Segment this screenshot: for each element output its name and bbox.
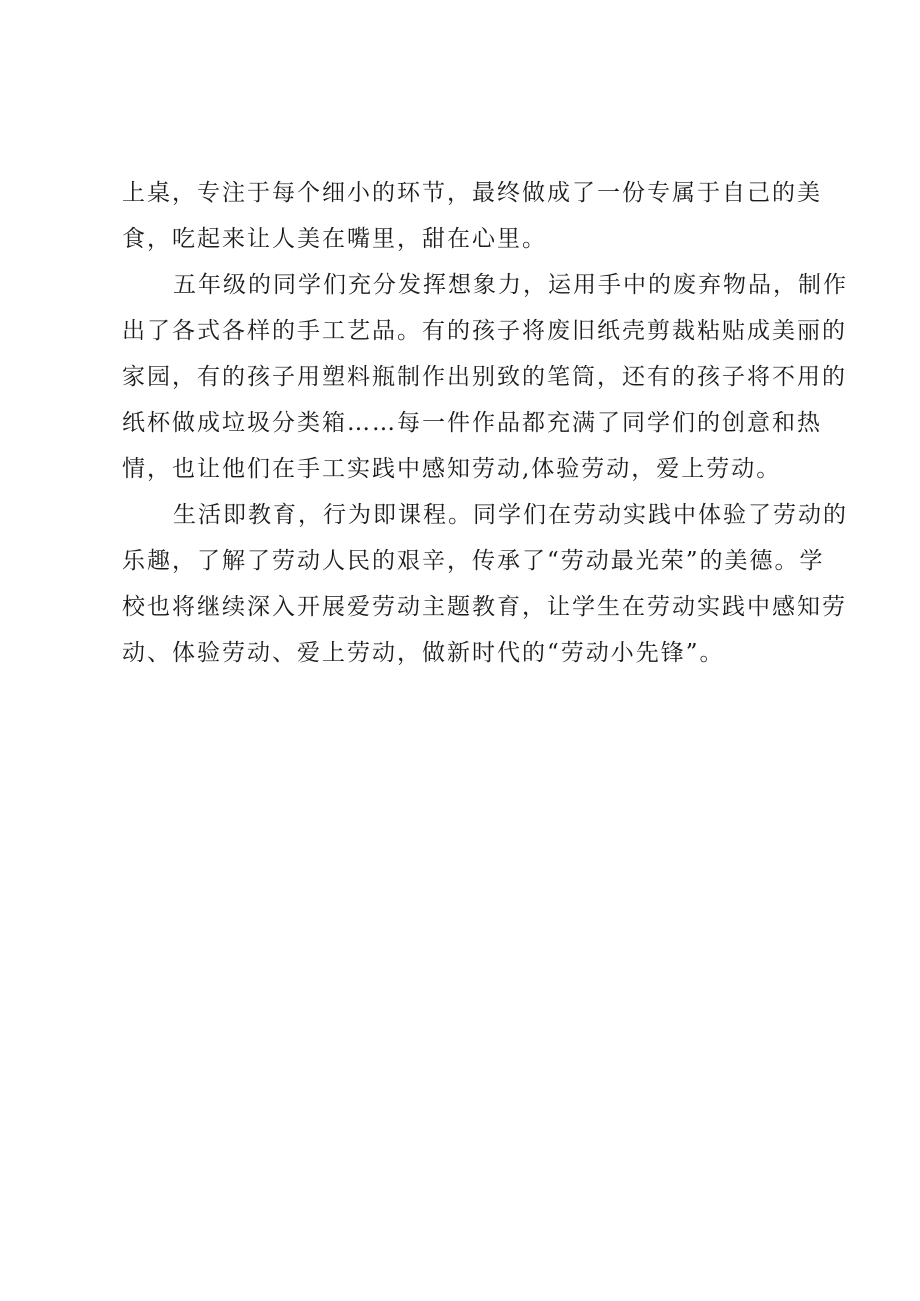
text-line: 家园，有的孩子用塑料瓶制作出别致的笔筒，还有的孩子将不用的 — [122, 364, 847, 390]
text-line: 生活即教育，行为即课程。同学们在劳动实践中体验了劳动的 — [173, 502, 848, 528]
text-line: 出了各式各样的手工艺品。有的孩子将废旧纸壳剪裁粘贴成美丽的 — [122, 318, 847, 344]
text-line: 食，吃起来让人美在嘴里，甜在心里。 — [122, 226, 547, 252]
paragraph — [122, 492, 848, 676]
document-body — [122, 170, 848, 676]
paragraph — [122, 170, 822, 262]
text-line: 情，也让他们在手工实践中感知劳动,体验劳动，爱上劳动。 — [122, 456, 782, 482]
text-line: 上桌，专注于每个细小的环节，最终做成了一份专属于自己的美 — [122, 180, 822, 206]
text-line: 动、体验劳动、爱上劳动，做新时代的“劳动小先锋”。 — [122, 640, 725, 666]
text-line: 纸杯做成垃圾分类箱……每一件作品都充满了同学们的创意和热 — [122, 410, 822, 436]
text-line: 乐趣，了解了劳动人民的艰辛，传承了“劳动最光荣”的美德。学 — [122, 548, 825, 574]
paragraph — [122, 262, 848, 492]
text-line: 五年级的同学们充分发挥想象力，运用手中的废弃物品，制作 — [173, 272, 848, 298]
text-line: 校也将继续深入开展爱劳动主题教育，让学生在劳动实践中感知劳 — [122, 594, 847, 620]
